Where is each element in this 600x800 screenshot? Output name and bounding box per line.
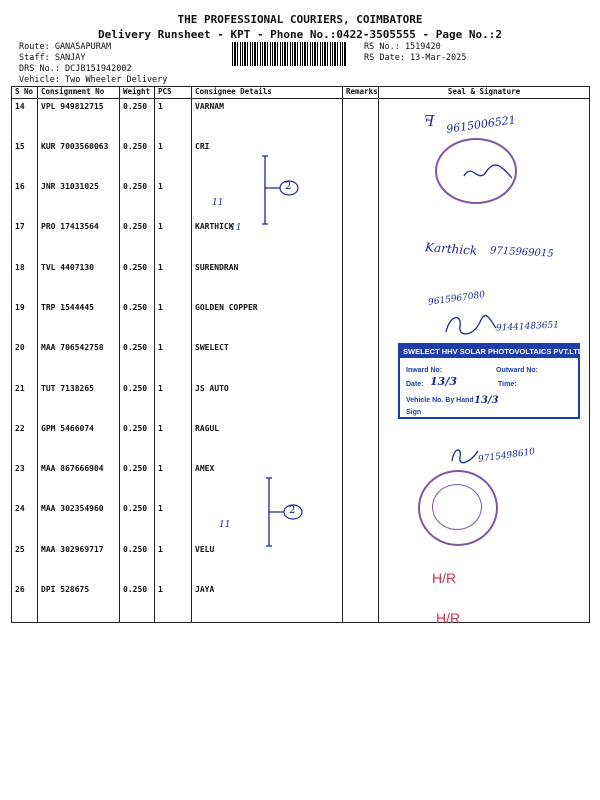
ditto-mark: 11 — [219, 520, 231, 530]
ditto-mark: 11 — [230, 223, 242, 233]
table-row — [12, 582, 590, 622]
cell-consignee: AMEX — [192, 461, 343, 501]
cell-consignee: VARNAM — [192, 99, 343, 139]
receiving-stamp — [398, 343, 586, 419]
cell-consignment: MAA 867666904 — [38, 461, 120, 501]
signature-22 — [448, 443, 484, 467]
cell-consignee: GOLDEN COPPER — [192, 300, 343, 340]
cell-pcs: 1 — [155, 300, 192, 340]
handwritten-phone: 9715969015 — [489, 245, 554, 260]
cell-consignment: MAA 302354960 — [38, 501, 120, 541]
cell-consignment: VPL 949812715 — [38, 99, 120, 139]
cell-remarks — [343, 300, 379, 340]
cell-sno: 14 — [12, 99, 38, 139]
cell-consignment: JNR 31031025 — [38, 179, 120, 219]
cell-sno: 18 — [12, 260, 38, 300]
column-header: Seal & Signature — [379, 87, 590, 99]
cell-remarks — [343, 179, 379, 219]
cell-consignee: KARTHICK — [192, 219, 343, 259]
stamp-sign-label: Sign — [406, 409, 422, 416]
cell-sno: 20 — [12, 340, 38, 380]
cell-pcs: 1 — [155, 461, 192, 501]
cell-seal — [379, 219, 590, 259]
cell-sno: 26 — [12, 582, 38, 622]
cell-consignment: TUT 7138265 — [38, 381, 120, 421]
hold-return-note: H/R — [436, 610, 461, 626]
route-label: Route: GANASAPURAM — [19, 42, 112, 52]
column-header: Weight — [120, 87, 155, 99]
stamp-outward-label: Outward No: — [496, 367, 538, 374]
cell-consignment: MAA 302969717 — [38, 542, 120, 582]
cell-consignee: SWELECT — [192, 340, 343, 380]
cell-consignment: PRO 17413564 — [38, 219, 120, 259]
cell-sno: 25 — [12, 542, 38, 582]
column-header: Remarks — [343, 87, 379, 99]
round-stamp-inner — [432, 484, 482, 530]
cell-remarks — [343, 260, 379, 300]
cell-pcs: 1 — [155, 501, 192, 541]
cell-weight: 0.250 — [120, 501, 155, 541]
cell-consignment: MAA 706542758 — [38, 340, 120, 380]
cell-pcs: 1 — [155, 421, 192, 461]
cell-weight: 0.250 — [120, 260, 155, 300]
circled-count: 2 — [285, 181, 292, 192]
signature-19 — [440, 310, 500, 340]
cell-seal — [379, 582, 590, 622]
cell-weight: 0.250 — [120, 300, 155, 340]
circled-count: 2 — [289, 505, 296, 516]
handwritten-phone: 9615006521 — [445, 113, 517, 136]
cell-consignee: VELU — [192, 542, 343, 582]
stamp-company: SWELECT HHV SOLAR PHOTOVOLTAICS PVT.LTD. — [400, 345, 578, 358]
cell-remarks — [343, 139, 379, 179]
vehicle-label: Vehicle: Two Wheeler Delivery — [19, 75, 168, 85]
cell-consignee: SURENDRAN — [192, 260, 343, 300]
cell-weight: 0.250 — [120, 340, 155, 380]
cell-consignee: JS AUTO — [192, 381, 343, 421]
cell-remarks — [343, 461, 379, 501]
stamp-time-label: Time: — [498, 381, 517, 388]
cell-seal — [379, 542, 590, 582]
cell-consignment: KUR 7003560063 — [38, 139, 120, 179]
cell-remarks — [343, 582, 379, 622]
cell-remarks — [343, 219, 379, 259]
cell-pcs: 1 — [155, 139, 192, 179]
cell-sno: 16 — [12, 179, 38, 219]
cell-weight: 0.250 — [120, 542, 155, 582]
cell-sno: 15 — [12, 139, 38, 179]
handwritten-phone: 9715498610 — [477, 447, 536, 465]
cell-pcs: 1 — [155, 99, 192, 139]
cell-pcs: 1 — [155, 582, 192, 622]
cell-remarks — [343, 99, 379, 139]
column-header: Consignment No — [38, 87, 120, 99]
cell-consignee: JAYA — [192, 582, 343, 622]
cell-consignee: CRI — [192, 139, 343, 179]
document-title: THE PROFESSIONAL COURIERS, COIMBATORE — [177, 13, 423, 26]
cell-consignment: DPI 528675 — [38, 582, 120, 622]
cell-pcs: 1 — [155, 260, 192, 300]
stamp-date-value: 13/3 — [430, 375, 457, 388]
cell-consignment: TRP 1544445 — [38, 300, 120, 340]
round-stamp — [435, 138, 517, 204]
cell-consignee: RAGUL — [192, 421, 343, 461]
cell-pcs: 1 — [155, 542, 192, 582]
runsheet-subtitle: Delivery Runsheet - KPT - Phone No.:0422-3505555 - Page No.:2 — [98, 28, 502, 41]
cell-remarks — [343, 542, 379, 582]
cell-pcs: 1 — [155, 340, 192, 380]
handwritten-phone: 91441483651 — [495, 320, 560, 334]
cell-weight: 0.250 — [120, 461, 155, 501]
cell-pcs: 1 — [155, 381, 192, 421]
cell-consignment: TVL 4407130 — [38, 260, 120, 300]
rs-number: RS No.: 1519420 — [364, 42, 441, 52]
column-header: PCS — [155, 87, 192, 99]
bracket-mark — [240, 150, 310, 232]
stamp-vehicle-value: 13/3 — [474, 395, 499, 406]
staff-label: Staff: SANJAY — [19, 53, 86, 63]
signature-14: ꟻ — [424, 112, 435, 130]
stamp-inward-label: Inward No: — [406, 367, 443, 374]
cell-remarks — [343, 381, 379, 421]
cell-sno: 22 — [12, 421, 38, 461]
ditto-mark: 11 — [212, 198, 224, 208]
cell-pcs: 1 — [155, 219, 192, 259]
hold-return-note: H/R — [432, 570, 457, 586]
cell-pcs: 1 — [155, 179, 192, 219]
cell-remarks — [343, 501, 379, 541]
column-header: S No — [12, 87, 38, 99]
cell-weight: 0.250 — [120, 381, 155, 421]
cell-sno: 21 — [12, 381, 38, 421]
cell-sno: 23 — [12, 461, 38, 501]
cell-weight: 0.250 — [120, 421, 155, 461]
table-row — [12, 260, 590, 300]
drs-number: DRS No.: DCJB151942002 — [19, 64, 132, 74]
table-header-row — [12, 87, 590, 99]
cell-sno: 19 — [12, 300, 38, 340]
rs-date: RS Date: 13-Mar-2025 — [364, 53, 467, 63]
cell-remarks — [343, 421, 379, 461]
handwritten-name: Karthick — [424, 240, 478, 258]
cell-sno: 17 — [12, 219, 38, 259]
barcode — [232, 42, 346, 66]
cell-weight: 0.250 — [120, 179, 155, 219]
bracket-mark — [252, 472, 322, 554]
table-row — [12, 300, 590, 340]
cell-consignment: GPM 5466074 — [38, 421, 120, 461]
cell-weight: 0.250 — [120, 219, 155, 259]
stamp-date-label: Date: — [406, 381, 424, 388]
column-header: Consignee Details — [192, 87, 343, 99]
cell-remarks — [343, 340, 379, 380]
handwritten-phone: 9615967080 — [427, 290, 486, 308]
cell-sno: 24 — [12, 501, 38, 541]
cell-weight: 0.250 — [120, 139, 155, 179]
cell-weight: 0.250 — [120, 99, 155, 139]
cell-weight: 0.250 — [120, 582, 155, 622]
stamp-vehicle-label: Vehicle No. By Hand — [406, 397, 474, 404]
